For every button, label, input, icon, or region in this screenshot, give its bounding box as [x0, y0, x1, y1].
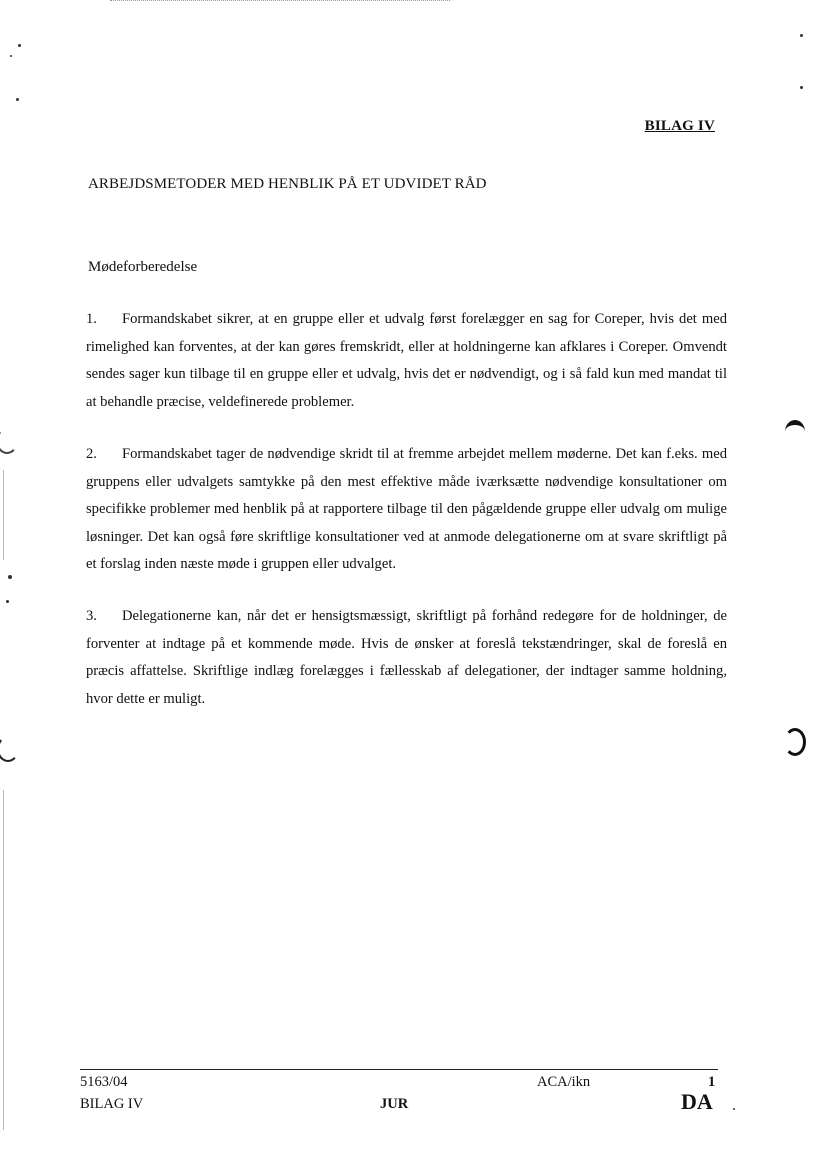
paragraph-1 [86, 306, 727, 416]
scan-speck [10, 55, 12, 57]
paragraph-3 [86, 603, 727, 713]
paragraph-number: 1. [86, 311, 97, 327]
scan-speck [800, 86, 803, 89]
punch-hole-mark [0, 428, 18, 454]
section-heading: Mødeforberedelse [88, 259, 198, 275]
scan-speck [800, 34, 803, 37]
annex-label: BILAG IV [644, 118, 715, 134]
punch-hole-mark [0, 736, 19, 762]
paragraph-text: Delegationerne kan, når det er hensigtsmæssigt, skriftligt på forhånd redegøre for de holdninger, de forventer at indtage på et kommende møde. Hvis de ønsker at foreslå tekstændringer, skal de foreslå en præcis affattelse. Skriftlige indlæg forelægges i fællesskab af delegationer, der indtager samme holdning, hvor dette er muligt. [86, 608, 727, 707]
scan-speck [6, 600, 9, 603]
punch-hole-mark [784, 728, 806, 756]
scan-top-edge [110, 0, 450, 3]
footer-department: JUR [380, 1096, 409, 1112]
scan-speck [16, 98, 19, 101]
paragraph-number: 3. [86, 608, 97, 624]
document-title: ARBEJDSMETODER MED HENBLIK PÅ ET UDVIDET RÅD [88, 176, 487, 192]
footer-document-reference: 5163/04 [80, 1074, 128, 1090]
scan-speck [18, 44, 21, 47]
punch-hole-mark [785, 420, 805, 443]
footer-annex: BILAG IV [80, 1096, 144, 1112]
scan-edge-line [3, 470, 4, 560]
paragraph-2 [86, 441, 727, 579]
scan-speck [8, 575, 12, 579]
footer-divider [80, 1069, 718, 1070]
scan-speck [733, 1108, 735, 1110]
paragraph-text: Formandskabet tager de nødvendige skridt til at fremme arbejdet mellem møderne. Det kan f.eks. med gruppens eller udvalgets samtykke på den mest effektive måde iværksætte nødvendige konsultationer om specifikke problemer med henblik på at rapportere tilbage til den pågældende gruppe eller udvalg om mulige løsninger. Det kan også føre skriftlige konsultationer ved at anmode delegationerne om at svare skriftligt på et forslag inden næste møde i gruppen eller udvalget. [86, 446, 727, 572]
paragraph-text: Formandskabet sikrer, at en gruppe eller et udvalg først forelægger en sag for Coreper, hvis det med rimelighed kan forventes, at der kan gøres fremskridt, eller at holdningerne kan afklares i Coreper. Omvendt sendes sager kun tilbage til en gruppe eller et udvalg, hvis det er nødvendigt, og i så fald kun med mandat til at behandle præcise, veldefinerede problemer. [86, 311, 727, 410]
footer-initials: ACA/ikn [537, 1074, 591, 1090]
scan-edge-line [3, 790, 4, 1130]
paragraph-number: 2. [86, 446, 97, 462]
footer-page-number: 1 [708, 1074, 716, 1090]
footer-language-code: DA [681, 1089, 713, 1114]
